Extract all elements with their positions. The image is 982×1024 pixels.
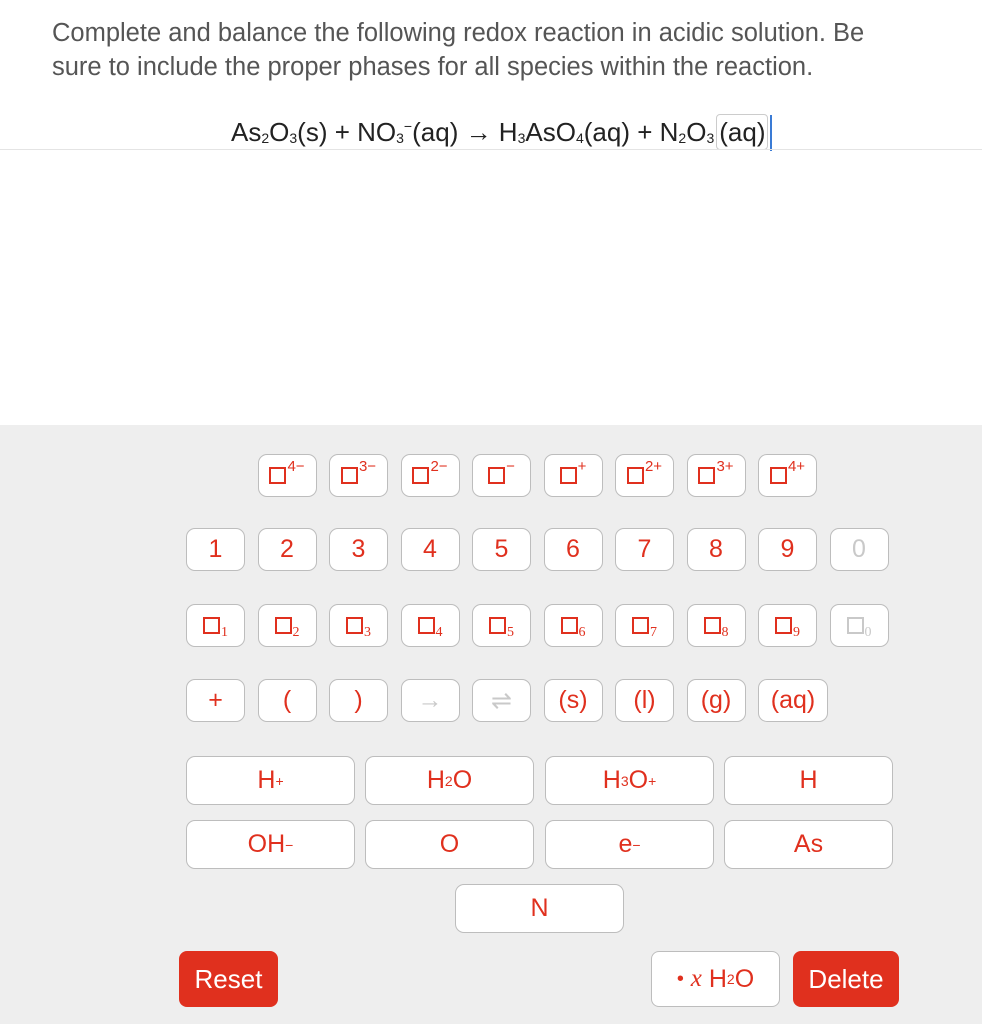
- key-sub: 3: [620, 772, 629, 789]
- charge-key[interactable]: [258, 454, 317, 497]
- water-button[interactable]: [365, 756, 534, 805]
- placeholder-box-icon: [770, 467, 787, 484]
- symbol-label: (g): [700, 686, 732, 714]
- eq-text: O: [269, 117, 290, 147]
- placeholder-box-icon: [847, 617, 864, 634]
- key-label: x: [690, 965, 702, 992]
- eq-text: (aq) + N: [583, 117, 679, 147]
- eq-charge: −: [403, 118, 413, 134]
- charge-key[interactable]: [472, 454, 531, 497]
- key-label: H: [708, 964, 727, 993]
- digit-label: 9: [780, 535, 795, 563]
- key-sup: −: [632, 836, 641, 853]
- eq-subscript: 3: [289, 130, 298, 146]
- subscript-label: 4: [435, 625, 443, 640]
- eq-active-token[interactable]: (aq): [716, 114, 768, 150]
- hydronium-button[interactable]: [545, 756, 714, 805]
- charge-key[interactable]: [544, 454, 603, 497]
- placeholder-box-icon: [632, 617, 649, 634]
- digit-label: 3: [351, 535, 366, 563]
- key-label: As: [793, 830, 824, 858]
- subscript-key[interactable]: [258, 604, 317, 647]
- charge-label: 4−: [287, 458, 305, 475]
- charge-label: 3+: [716, 458, 734, 475]
- digit-key[interactable]: [758, 528, 817, 571]
- eq-subscript: 3: [517, 130, 526, 146]
- charge-key[interactable]: [615, 454, 674, 497]
- subscript-key[interactable]: [186, 604, 245, 647]
- digit-key[interactable]: [830, 528, 889, 571]
- key-sup: −: [285, 836, 294, 853]
- digit-key[interactable]: [544, 528, 603, 571]
- key-label: e: [618, 830, 633, 858]
- key-label: H: [426, 766, 445, 794]
- key-sup: +: [275, 772, 284, 789]
- oxygen-button[interactable]: [365, 820, 534, 869]
- digit-label: 4: [423, 535, 437, 563]
- subscript-label: 9: [793, 625, 800, 640]
- charge-label: −: [506, 458, 515, 475]
- placeholder-box-icon: [275, 617, 292, 634]
- placeholder-box-icon: [489, 617, 506, 634]
- delete-button[interactable]: Delete: [793, 951, 899, 1007]
- symbol-label: (s): [558, 686, 588, 714]
- key-label: O: [734, 964, 755, 993]
- digit-key[interactable]: [472, 528, 531, 571]
- text-caret: [770, 115, 772, 151]
- placeholder-box-icon: [698, 467, 715, 484]
- eq-subscript: 3: [706, 130, 715, 146]
- eq-text: As: [231, 117, 262, 147]
- keypad-panel: [0, 425, 982, 1024]
- subscript-label: 8: [721, 625, 729, 640]
- subscript-key[interactable]: [401, 604, 460, 647]
- symbol-label: +: [208, 686, 223, 714]
- placeholder-box-icon: [561, 617, 578, 634]
- key-label: H: [602, 766, 621, 794]
- subscript-label: 0: [864, 625, 872, 640]
- subscript-key[interactable]: [687, 604, 746, 647]
- hydroxide-button[interactable]: [186, 820, 355, 869]
- digit-label: 6: [566, 535, 580, 563]
- charge-key[interactable]: [401, 454, 460, 497]
- symbol-key[interactable]: [615, 679, 674, 722]
- symbol-key[interactable]: [544, 679, 603, 722]
- digit-label: 0: [852, 535, 866, 563]
- charge-label: 3−: [358, 458, 377, 475]
- key-label: O: [452, 766, 473, 794]
- hydrogen-button[interactable]: [724, 756, 893, 805]
- key-label: N: [530, 894, 549, 922]
- key-sub: 2: [726, 971, 735, 987]
- placeholder-box-icon: [627, 467, 644, 484]
- symbol-key[interactable]: [758, 679, 828, 722]
- arsenic-button[interactable]: [724, 820, 893, 869]
- key-label: OH: [247, 830, 286, 858]
- placeholder-box-icon: [418, 617, 435, 634]
- charge-key[interactable]: [687, 454, 746, 497]
- subscript-key[interactable]: [615, 604, 674, 647]
- subscript-key[interactable]: [758, 604, 817, 647]
- question-text: [52, 16, 982, 84]
- digit-key[interactable]: [329, 528, 388, 571]
- subscript-key[interactable]: [329, 604, 388, 647]
- symbol-key[interactable]: [401, 679, 460, 722]
- placeholder-box-icon: [488, 467, 505, 484]
- symbol-key[interactable]: [472, 679, 531, 722]
- symbol-label: (l): [633, 686, 656, 714]
- charge-key[interactable]: [758, 454, 817, 497]
- divider: [0, 149, 982, 150]
- hydrate-button[interactable]: [651, 951, 780, 1007]
- key-label: H: [799, 766, 818, 794]
- charge-label: 2−: [430, 458, 448, 475]
- subscript-label: 1: [221, 625, 228, 640]
- digit-label: 8: [709, 535, 723, 563]
- placeholder-box-icon: [269, 467, 286, 484]
- eq-text: (s) + NO: [297, 117, 397, 147]
- symbol-label: ): [354, 686, 363, 714]
- symbol-key[interactable]: [186, 679, 245, 722]
- eq-subscript: 2: [261, 130, 270, 146]
- charge-label: 2+: [644, 458, 663, 475]
- key-label: O: [439, 830, 460, 858]
- h-plus-button[interactable]: [186, 756, 355, 805]
- digit-label: 5: [494, 535, 509, 563]
- eq-subscript: 4: [575, 130, 584, 146]
- digit-label: 7: [637, 535, 652, 563]
- subscript-label: 6: [578, 625, 586, 640]
- placeholder-box-icon: [775, 617, 792, 634]
- subscript-key[interactable]: [472, 604, 531, 647]
- digit-key[interactable]: [186, 528, 245, 571]
- symbol-label: (aq): [770, 686, 816, 714]
- subscript-key[interactable]: [544, 604, 603, 647]
- placeholder-box-icon: [560, 467, 577, 484]
- eq-text: AsO: [525, 117, 576, 147]
- placeholder-box-icon: [341, 467, 358, 484]
- placeholder-box-icon: [412, 467, 429, 484]
- reset-button[interactable]: Reset: [179, 951, 278, 1007]
- bullet-icon: •: [676, 967, 684, 990]
- nitrogen-button[interactable]: [455, 884, 624, 933]
- digit-key[interactable]: [687, 528, 746, 571]
- placeholder-box-icon: [203, 617, 220, 634]
- symbol-label: ⇌: [491, 686, 512, 715]
- symbol-key[interactable]: [258, 679, 317, 722]
- key-label: O: [628, 766, 649, 794]
- subscript-key[interactable]: [830, 604, 889, 647]
- digit-label: 1: [208, 535, 223, 563]
- charge-label: +: [577, 458, 587, 475]
- placeholder-box-icon: [346, 617, 363, 634]
- digit-key[interactable]: [258, 528, 317, 571]
- question-line-2: sure to include the proper phases for all species within the reaction.: [52, 53, 814, 81]
- key-sup: +: [648, 772, 657, 789]
- charge-label: 4+: [787, 458, 806, 475]
- equation-editor[interactable]: [231, 106, 772, 158]
- symbol-key[interactable]: [687, 679, 746, 722]
- eq-text: O: [686, 117, 707, 147]
- digit-label: 2: [280, 535, 294, 563]
- symbol-label: (: [282, 686, 292, 714]
- symbol-label: →: [417, 686, 443, 714]
- eq-subscript: 3: [396, 130, 404, 146]
- subscript-label: 3: [364, 625, 371, 640]
- subscript-label: 2: [292, 625, 300, 640]
- key-sub: 2: [444, 772, 453, 789]
- subscript-label: 5: [507, 625, 514, 640]
- electron-button[interactable]: [545, 820, 714, 869]
- eq-text: (aq) → H: [412, 117, 518, 147]
- placeholder-box-icon: [704, 617, 721, 634]
- digit-key[interactable]: [401, 528, 460, 571]
- question-line-1: Complete and balance the following redox reaction in acidic solution. Be: [52, 19, 865, 47]
- charge-key[interactable]: [329, 454, 388, 497]
- key-label: H: [257, 766, 276, 794]
- eq-subscript: 2: [678, 130, 687, 146]
- digit-key[interactable]: [615, 528, 674, 571]
- symbol-key[interactable]: [329, 679, 388, 722]
- subscript-label: 7: [650, 625, 657, 640]
